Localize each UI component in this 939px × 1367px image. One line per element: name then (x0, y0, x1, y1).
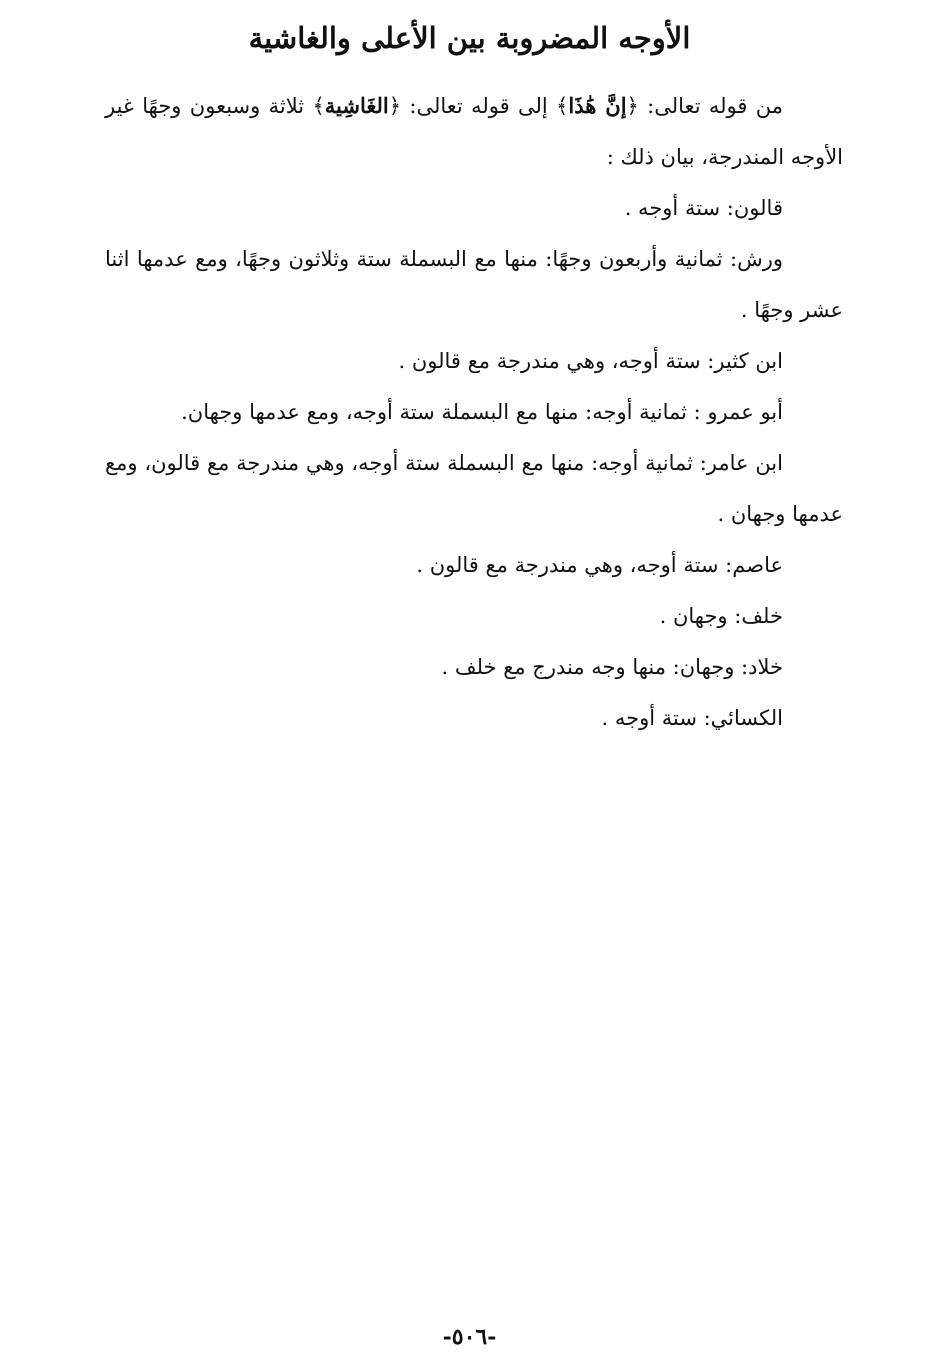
ornate-bracket-open: ﴿ (626, 94, 639, 118)
reader-entry-qalun: قالون: ستة أوجه . (624, 196, 783, 220)
reader-entry-abu-amr: أبو عمرو : ثمانية أوجه: منها مع البسملة ستة أوجه، ومع عدمها وجهان. (181, 400, 783, 424)
ornate-bracket-close: ﴾ (312, 94, 325, 118)
page-number: -٥٠٦- (442, 1324, 497, 1350)
reader-entry-ibn-kathir: ابن كثير: ستة أوجه، وهي مندرجة مع قالون . (398, 349, 783, 373)
reader-entry-kisai: الكسائي: ستة أوجه . (601, 706, 783, 730)
reader-entry-warsh: ورش: ثمانية وأربعون وجهًا: منها مع البسملة ستة وثلاثون وجهًا، ومع عدمها اثنا عشر وجهًا . (105, 247, 843, 322)
intro-middle: إلى قوله تعالى: (401, 94, 557, 118)
quran-reference-end: الغَاشِية (324, 93, 389, 118)
ornate-bracket-close: ﴾ (556, 94, 569, 118)
quran-reference-start: إنَّ هَٰذَا (568, 93, 627, 118)
ornate-bracket-open: ﴿ (388, 94, 402, 118)
reader-entry-ibn-amir: ابن عامر: ثمانية أوجه: منها مع البسملة ستة أوجه، وهي مندرجة مع قالون، ومع عدمها وجهان . (105, 451, 843, 526)
body-text (105, 80, 843, 744)
intro-suffix: ثلاثة وسبعون وجهًا غير الأوجه المندرجة، بيان ذلك : (105, 94, 843, 169)
reader-entry-khalaf: خلف: وجهان . (659, 604, 783, 628)
page-title: الأوجه المضروبة بين الأعلى والغاشية (248, 21, 691, 55)
intro-paragraph (105, 80, 843, 183)
intro-prefix: من قوله تعالى: (638, 94, 784, 118)
reader-entry-asim: عاصم: ستة أوجه، وهي مندرجة مع قالون . (416, 553, 783, 577)
reader-entry-khallad: خلاد: وجهان: منها وجه مندرج مع خلف . (441, 655, 783, 679)
